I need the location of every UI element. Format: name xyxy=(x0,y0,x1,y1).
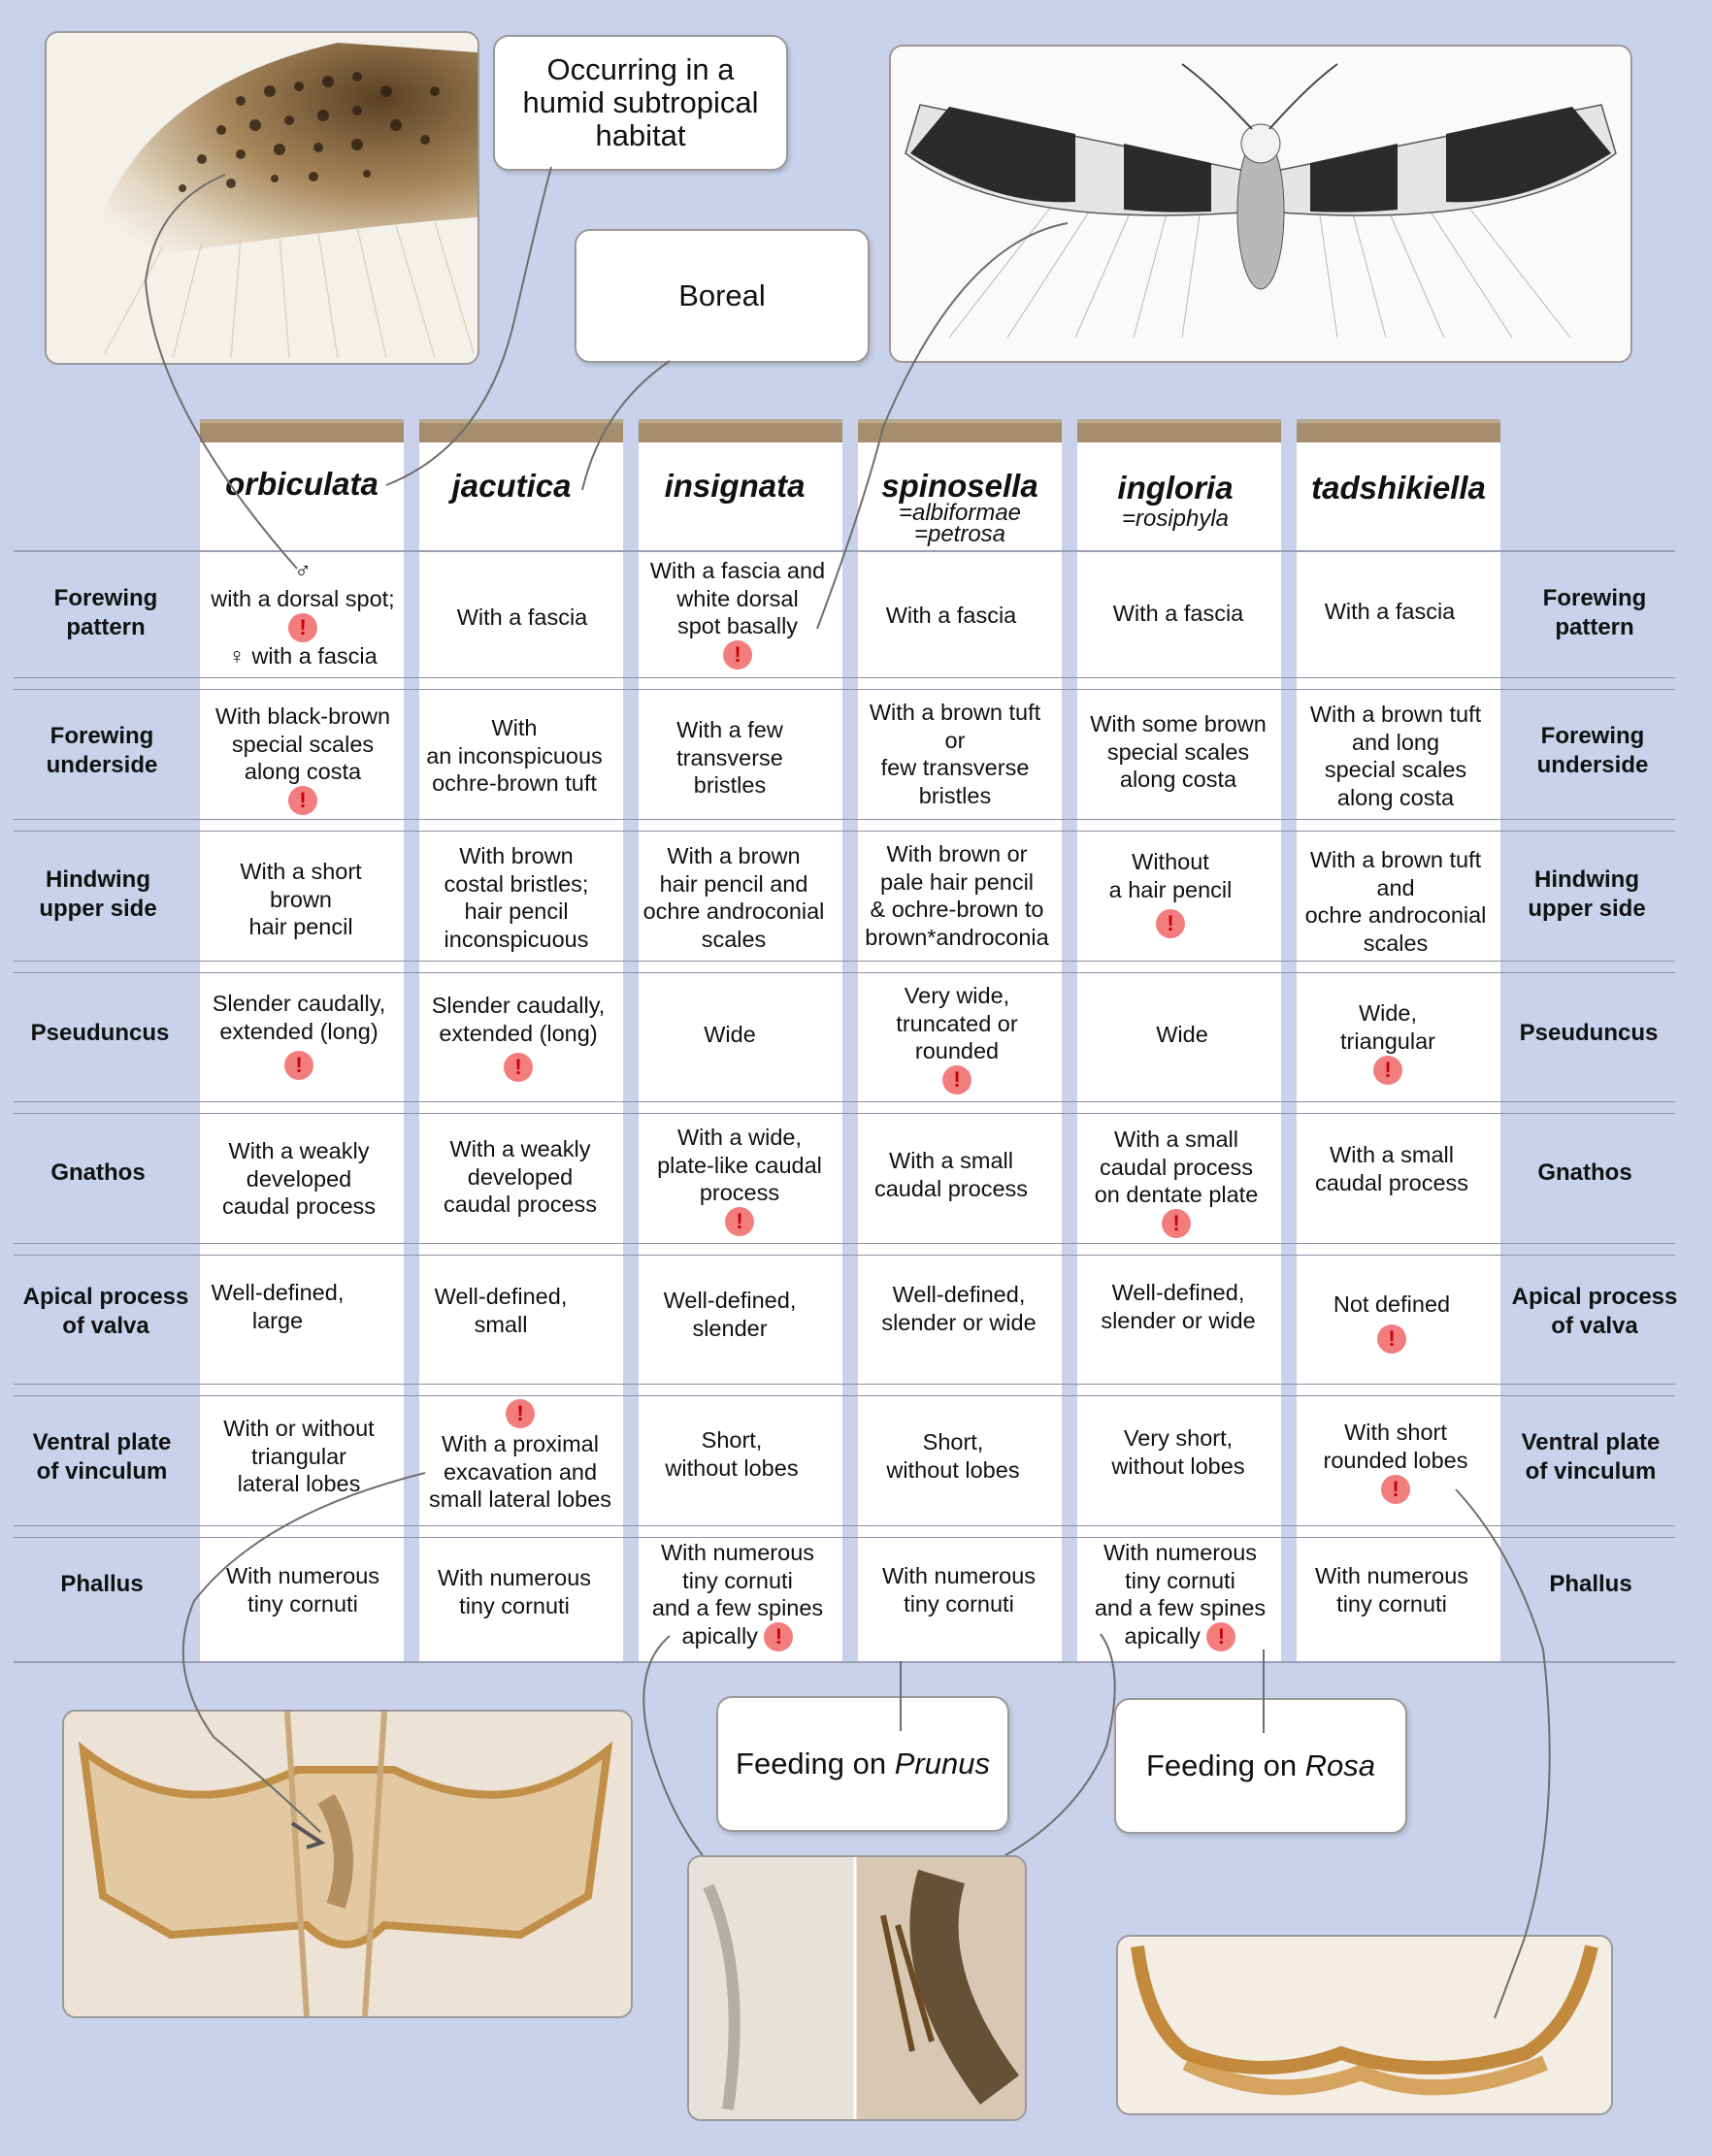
cell-gnathos-insignata xyxy=(637,1124,842,1236)
cell-line: large xyxy=(251,1307,304,1333)
cell-line: transverse xyxy=(676,744,783,770)
cell-forewing-pattern-spinosella xyxy=(848,602,1054,630)
cell-line: or xyxy=(944,727,966,753)
species-jacutica: jacutica xyxy=(451,468,572,504)
cell-line: With numerous xyxy=(437,1565,592,1590)
cell-phallus-insignata xyxy=(635,1539,840,1651)
header-cap xyxy=(419,419,623,442)
cell-line: ♀ with a fascia xyxy=(228,642,378,669)
cell-line: Wide, xyxy=(1358,1000,1418,1026)
cell-line: Well-defined, xyxy=(663,1288,797,1313)
forewing-photo-graphic xyxy=(47,33,477,363)
label-line: Pseuduncus xyxy=(1519,1020,1659,1046)
label-line: upper side xyxy=(39,896,157,922)
cell-line: apically xyxy=(1124,1622,1201,1649)
cell-line: and xyxy=(1376,874,1415,900)
cell-line: small lateral lobes xyxy=(428,1486,612,1512)
cell-line: rounded xyxy=(914,1038,1000,1063)
cell-line: triangular xyxy=(251,1443,346,1469)
row-divider xyxy=(14,972,1675,973)
cell-line: along costa xyxy=(244,759,362,784)
label-line: Apical process xyxy=(1511,1284,1678,1310)
cell-forewing-underside-ingloria xyxy=(1075,710,1281,794)
label-line: Hindwing xyxy=(1534,866,1639,893)
label-line: pattern xyxy=(66,614,146,640)
cell-line: bristles xyxy=(693,772,767,798)
cell-apical-jacutica xyxy=(398,1283,604,1338)
row-label-phallus xyxy=(10,1570,194,1599)
cell-line: hair pencil xyxy=(464,898,569,924)
cell-apical-insignata xyxy=(627,1287,833,1342)
cell-hindwing-insignata xyxy=(631,842,837,953)
cell-line: With or without xyxy=(223,1416,375,1441)
cell-line: With a brown xyxy=(667,843,801,868)
cell-line: With numerous xyxy=(660,1540,815,1565)
diagnostic-marker: ! xyxy=(725,1207,754,1236)
cell-gnathos-ingloria xyxy=(1073,1126,1279,1238)
cell-line: Well-defined, xyxy=(1111,1280,1245,1305)
cell-line: slender or wide xyxy=(881,1309,1037,1335)
cell-forewing-underside-insignata xyxy=(627,716,833,800)
cell-line: Wide xyxy=(1156,1022,1208,1047)
cell-forewing-pattern-ingloria xyxy=(1075,600,1281,628)
moth-illustration-graphic xyxy=(891,47,1630,361)
cell-line: With a brown tuft xyxy=(869,700,1041,725)
cell-pseuduncus-spinosella xyxy=(854,982,1060,1094)
cell-ventral-ingloria xyxy=(1075,1424,1281,1480)
label-line: pattern xyxy=(1555,614,1634,640)
forewing-photo xyxy=(45,31,479,365)
cell-line: With a wide, xyxy=(677,1125,802,1150)
label-line: Ventral plate xyxy=(1521,1429,1661,1455)
row-divider xyxy=(14,1537,1675,1538)
boreal-callout xyxy=(575,229,870,363)
species-orbiculata: orbiculata xyxy=(225,466,379,502)
cell-line: tiny cornuti xyxy=(1125,1567,1235,1593)
cell-line: slender xyxy=(692,1315,768,1341)
cell-forewing-underside-tadshikiella xyxy=(1293,701,1498,811)
cell-line: slender or wide xyxy=(1101,1307,1256,1333)
diagnostic-marker: ! xyxy=(288,786,317,815)
row-divider xyxy=(14,689,1675,690)
diagnostic-marker: ! xyxy=(1162,1209,1191,1238)
rosa-prefix: Feeding on xyxy=(1145,1748,1305,1782)
cell-line: With numerous xyxy=(881,1563,1037,1588)
cell-line: ochre androconial xyxy=(642,898,825,924)
cell-line: With numerous xyxy=(1103,1540,1258,1565)
cell-line: caudal process xyxy=(443,1192,598,1217)
cell-apical-tadshikiella xyxy=(1289,1290,1495,1354)
vinculum-photo-tadshikiella xyxy=(1116,1935,1613,2115)
cell-hindwing-tadshikiella xyxy=(1293,846,1498,957)
cell-apical-orbiculata xyxy=(175,1279,380,1334)
cell-apical-spinosella xyxy=(856,1281,1062,1336)
cell-line: a hair pencil xyxy=(1108,876,1233,902)
cell-gnathos-tadshikiella xyxy=(1289,1141,1495,1196)
cell-line: Slender caudally, xyxy=(431,993,606,1018)
diagnostic-marker: ! xyxy=(504,1053,533,1082)
row-divider xyxy=(14,677,1675,678)
prunus-prefix: Feeding on xyxy=(736,1747,895,1780)
species-insignata: insignata xyxy=(664,468,806,504)
cell-gnathos-orbiculata xyxy=(196,1137,402,1221)
cell-line: an inconspicuous xyxy=(426,742,603,768)
vinculum-photo-tadshikiella-graphic xyxy=(1118,1937,1611,2113)
row-divider xyxy=(14,1101,1675,1102)
cell-line: pale hair pencil xyxy=(879,868,1035,895)
cell-line: without lobes xyxy=(1111,1453,1245,1479)
diagnostic-marker: ! xyxy=(284,1051,313,1080)
cell-line: tiny cornuti xyxy=(1336,1590,1447,1617)
header-cap xyxy=(1297,419,1500,442)
cell-line: With short xyxy=(1344,1420,1447,1445)
cell-line: tiny cornuti xyxy=(904,1590,1014,1617)
row-divider xyxy=(14,961,1675,962)
cell-line: caudal process xyxy=(221,1193,377,1219)
cell-ventral-insignata xyxy=(629,1426,835,1482)
species-ingloria: ingloria xyxy=(1117,470,1234,506)
cell-hindwing-jacutica xyxy=(413,842,619,953)
row-divider xyxy=(14,550,1675,552)
cell-pseuduncus-jacutica xyxy=(415,992,621,1082)
cell-line: With a proximal xyxy=(442,1431,599,1456)
cell-line: tiny cornuti xyxy=(459,1592,570,1618)
cell-line: special scales xyxy=(231,731,375,757)
cell-line: triangular xyxy=(1340,1028,1435,1054)
cell-line: developed xyxy=(246,1165,352,1192)
cell-phallus-orbiculata xyxy=(200,1562,406,1617)
diagnostic-marker: ! xyxy=(1381,1475,1410,1504)
cell-line: few transverse xyxy=(880,755,1030,780)
cell-line: With a brown tuft xyxy=(1309,702,1482,727)
prunus-callout xyxy=(716,1696,1009,1832)
cell-line: With a short xyxy=(240,859,362,884)
cell-line: Well-defined, xyxy=(892,1282,1026,1307)
row-divider xyxy=(14,1113,1675,1114)
cell-line: rounded lobes xyxy=(1323,1447,1468,1473)
cell-line: plate-like caudal xyxy=(657,1152,822,1178)
row-label-pseuduncus xyxy=(8,1019,192,1048)
cell-forewing-underside-orbiculata xyxy=(200,702,406,815)
cell-line: Well-defined, xyxy=(211,1280,345,1305)
cell-line: With some brown xyxy=(1090,711,1267,736)
cell-line: With a few xyxy=(676,717,783,742)
label-line: of vinculum xyxy=(1525,1458,1657,1485)
cell-ventral-spinosella xyxy=(850,1428,1056,1484)
cell-phallus-tadshikiella xyxy=(1289,1562,1495,1617)
cell-line: and a few spines xyxy=(1094,1595,1267,1620)
cell-forewing-underside-jacutica xyxy=(412,714,617,798)
moth-illustration xyxy=(889,45,1632,363)
cell-line: caudal process xyxy=(1099,1154,1254,1180)
cell-line: With a weakly xyxy=(228,1138,370,1163)
cell-line: scales xyxy=(701,926,767,952)
cell-line: special scales xyxy=(1106,738,1250,765)
cell-line: tiny cornuti xyxy=(682,1567,793,1593)
diagnostic-marker: ! xyxy=(288,613,317,642)
humid-habitat-callout xyxy=(493,35,788,171)
cell-gnathos-spinosella xyxy=(848,1147,1054,1202)
cell-line: Not defined xyxy=(1333,1291,1451,1317)
cell-line: Short, xyxy=(922,1429,984,1454)
prunus-plant: Prunus xyxy=(894,1747,990,1780)
synonym-albiformae: =albiformae xyxy=(898,500,1022,526)
row-divider xyxy=(14,1525,1675,1526)
diagnostic-marker: ! xyxy=(1373,1056,1402,1085)
row-label-forewing-pattern-right xyxy=(1502,584,1687,642)
cell-hindwing-orbiculata xyxy=(198,858,404,941)
label-line: Phallus xyxy=(60,1571,144,1597)
cell-ventral-orbiculata xyxy=(196,1415,402,1498)
cell-line: With a fascia xyxy=(1112,601,1244,626)
synonym-petrosa: =petrosa xyxy=(913,521,1006,547)
cell-line: along costa xyxy=(1119,767,1237,792)
row-label-ventral-plate xyxy=(10,1428,194,1486)
row-label-pseuduncus-right xyxy=(1497,1019,1681,1048)
leader-line-phallus-left xyxy=(643,1636,703,1855)
cell-ventral-jacutica xyxy=(415,1399,625,1514)
cell-line: With a small xyxy=(1114,1127,1238,1152)
cell-line: excavation and xyxy=(443,1458,598,1485)
cell-line: spot basally xyxy=(676,613,799,638)
cell-line: hair pencil xyxy=(248,914,353,939)
cell-forewing-pattern-orbiculata xyxy=(200,557,406,670)
row-label-hindwing-upper-right xyxy=(1495,866,1679,924)
cell-pseuduncus-orbiculata xyxy=(196,990,402,1080)
row-divider xyxy=(14,819,1675,820)
synonym-rosiphyla: =rosiphyla xyxy=(1121,506,1230,532)
cell-line: With a small xyxy=(889,1148,1013,1173)
header-cap xyxy=(639,419,842,442)
label-line: Forewing xyxy=(1540,723,1645,749)
diagnostic-marker: ! xyxy=(506,1399,535,1428)
row-label-ventral-plate-right xyxy=(1498,1428,1683,1486)
cell-ventral-tadshikiella xyxy=(1293,1419,1498,1504)
label-line: underside xyxy=(1536,752,1649,778)
diagnostic-marker: ! xyxy=(942,1065,971,1094)
cell-gnathos-jacutica xyxy=(417,1135,623,1219)
cell-line: Wide xyxy=(704,1022,756,1047)
cell-hindwing-ingloria xyxy=(1068,848,1273,938)
cell-line: scales xyxy=(1363,930,1429,956)
phallus-photo-graphic xyxy=(689,1857,1025,2119)
cell-line: lateral lobes xyxy=(237,1471,361,1496)
cell-line: With a fascia and xyxy=(649,558,826,583)
cell-line: With numerous xyxy=(225,1563,380,1588)
cell-line: bristles xyxy=(918,782,992,808)
cell-line: brown xyxy=(269,886,332,912)
row-label-hindwing-upper xyxy=(6,866,190,924)
cell-line: process xyxy=(699,1180,780,1205)
cell-line: along costa xyxy=(1336,784,1455,810)
cell-forewing-pattern-insignata xyxy=(635,557,840,670)
diagnostic-marker: ! xyxy=(723,640,752,670)
cell-pseuduncus-insignata xyxy=(627,1021,833,1049)
label-line: Forewing xyxy=(1542,585,1647,611)
leader-line-phallus-right xyxy=(1005,1634,1115,1855)
cell-phallus-jacutica xyxy=(412,1564,617,1619)
row-label-apical-process xyxy=(14,1283,198,1341)
cell-line: With a fascia xyxy=(456,604,588,630)
cell-line: ♂ xyxy=(294,558,312,583)
label-line: of vinculum xyxy=(36,1458,168,1485)
row-label-apical-process-right xyxy=(1502,1283,1687,1341)
cell-line: With numerous xyxy=(1314,1563,1469,1588)
cell-line: small xyxy=(474,1311,528,1337)
cell-line: Very short, xyxy=(1123,1425,1234,1451)
cell-line: brown*androconia xyxy=(865,924,1049,950)
label-line: Ventral plate xyxy=(32,1429,172,1455)
cell-phallus-spinosella xyxy=(856,1562,1062,1617)
cell-line: ochre androconial xyxy=(1304,902,1487,928)
header-cap xyxy=(200,419,404,442)
row-label-forewing-pattern xyxy=(14,584,198,642)
cell-line: inconspicuous xyxy=(444,926,589,952)
row-label-gnathos xyxy=(6,1159,190,1188)
cell-line: Without xyxy=(1132,849,1209,874)
cell-line: without lobes xyxy=(886,1456,1020,1483)
cell-line: Short, xyxy=(701,1427,763,1453)
label-line: Forewing xyxy=(53,585,158,611)
cell-forewing-underside-spinosella xyxy=(852,699,1058,809)
label-line: Pseuduncus xyxy=(30,1020,170,1046)
cell-line: with a dorsal spot; xyxy=(211,585,395,611)
cell-line: white dorsal xyxy=(676,585,799,611)
cell-forewing-pattern-tadshikiella xyxy=(1287,598,1493,626)
row-label-gnathos-right xyxy=(1493,1159,1677,1188)
row-label-phallus-right xyxy=(1498,1570,1683,1599)
boreal-text: Boreal xyxy=(678,278,766,312)
cell-line: developed xyxy=(467,1163,574,1190)
diagnostic-marker: ! xyxy=(764,1622,793,1651)
cell-line: With a weakly xyxy=(449,1136,591,1161)
cell-line: With a brown tuft xyxy=(1309,847,1482,872)
cell-line: and a few spines xyxy=(651,1595,824,1620)
label-line: Forewing xyxy=(49,723,154,749)
row-label-forewing-underside xyxy=(10,722,194,780)
cell-line: extended (long) xyxy=(219,1018,379,1044)
cell-line: apically xyxy=(681,1622,758,1649)
cell-line: With a small xyxy=(1330,1142,1454,1167)
cell-phallus-ingloria xyxy=(1077,1539,1283,1651)
cell-line: ochre-brown tuft xyxy=(432,770,597,796)
cell-line: tiny cornuti xyxy=(247,1590,358,1617)
label-line: Apical process xyxy=(22,1284,189,1310)
rosa-callout xyxy=(1114,1698,1407,1834)
cell-line: without lobes xyxy=(665,1454,799,1481)
species-spinosella: spinosella xyxy=(881,468,1038,504)
cell-line: costal bristles; xyxy=(444,870,589,897)
label-line: Phallus xyxy=(1549,1571,1632,1597)
cell-line: With a fascia xyxy=(885,603,1017,628)
humid-habitat-text: Occurring in a humid subtropical habitat xyxy=(522,52,759,152)
cell-line: truncated or xyxy=(896,1010,1018,1036)
cell-line: With brown xyxy=(459,843,574,868)
cell-line: With a fascia xyxy=(1324,599,1456,624)
cell-pseuduncus-ingloria xyxy=(1079,1021,1285,1049)
header-cap xyxy=(1077,419,1281,442)
row-divider xyxy=(14,1395,1675,1396)
cell-line: & ochre-brown to xyxy=(870,897,1044,922)
row-label-forewing-underside-right xyxy=(1500,722,1685,780)
cell-line: Well-defined, xyxy=(434,1284,568,1309)
cell-pseuduncus-tadshikiella xyxy=(1285,999,1491,1085)
rosa-plant: Rosa xyxy=(1304,1748,1376,1782)
cell-line: With black-brown xyxy=(214,703,391,729)
vinculum-photo-jacutica xyxy=(62,1710,633,2018)
cell-line: Slender caudally, xyxy=(212,991,386,1016)
label-line: Gnathos xyxy=(1537,1160,1632,1186)
cell-line: and long xyxy=(1351,729,1440,755)
cell-line: With brown or xyxy=(886,841,1028,866)
diagnostic-marker: ! xyxy=(1156,909,1185,938)
vinculum-photo-jacutica-graphic xyxy=(64,1712,631,2016)
label-line: underside xyxy=(46,752,158,778)
diagnostic-marker: ! xyxy=(1377,1324,1406,1354)
cell-hindwing-spinosella xyxy=(854,840,1060,951)
row-divider xyxy=(14,1384,1675,1385)
row-divider xyxy=(14,1243,1675,1244)
label-line: Gnathos xyxy=(50,1160,146,1186)
cell-line: caudal process xyxy=(1314,1169,1469,1195)
label-line: upper side xyxy=(1528,896,1646,922)
cell-line: special scales xyxy=(1324,757,1467,782)
header-cap xyxy=(858,419,1062,442)
cell-line: With xyxy=(491,715,538,740)
species-tadshikiella: tadshikiella xyxy=(1311,470,1486,506)
phallus-photo xyxy=(687,1855,1027,2121)
label-line: of valva xyxy=(1551,1313,1638,1339)
cell-apical-ingloria xyxy=(1075,1279,1281,1334)
cell-line: Very wide, xyxy=(904,983,1010,1008)
row-divider xyxy=(14,831,1675,832)
label-line: Hindwing xyxy=(46,866,150,893)
diagnostic-marker: ! xyxy=(1206,1622,1235,1651)
cell-line: hair pencil and xyxy=(659,870,808,897)
cell-line: extended (long) xyxy=(439,1020,598,1046)
label-line: of valva xyxy=(62,1313,149,1339)
cell-line: on dentate plate xyxy=(1094,1182,1259,1207)
row-divider xyxy=(14,1661,1675,1663)
cell-forewing-pattern-jacutica xyxy=(419,604,625,632)
cell-line: caudal process xyxy=(873,1175,1029,1201)
row-divider xyxy=(14,1255,1675,1256)
